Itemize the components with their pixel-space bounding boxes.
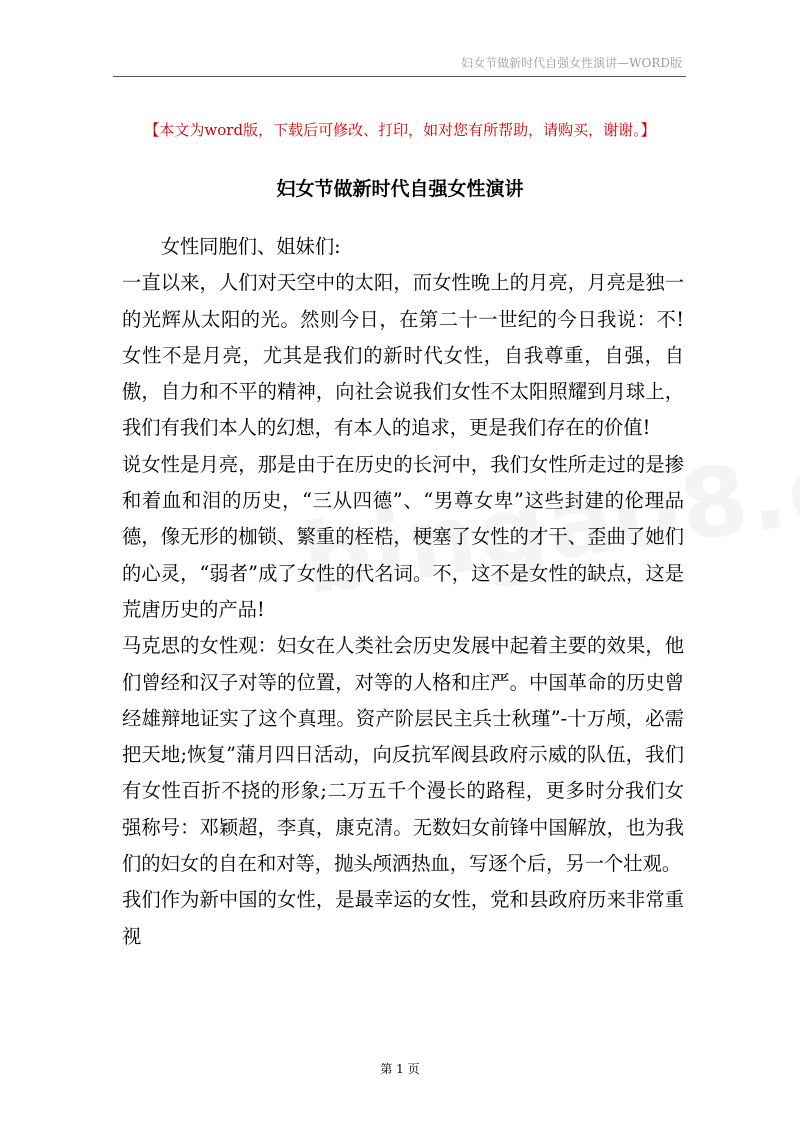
page-header-title: 妇女节做新时代自强女性演讲—WORD版 (461, 56, 682, 70)
paragraph: 我们作为新中国的女性，是最幸运的女性，党和县政府历来非常重视 (122, 888, 684, 948)
document-title: 妇女节做新时代自强女性演讲 (276, 178, 524, 200)
purchase-notice: 【本文为word版，下载后可修改、打印，如对您有所帮助，请购买，谢谢。】 (144, 121, 656, 139)
header-divider (113, 76, 686, 77)
paragraph-salutation: 女性同胞们、姐妹们: (160, 235, 341, 258)
paragraph: 一直以来，人们对天空中的太阳，而女性晚上的月亮，月亮是独一的光辉从太阳的光。然则今日，在第二十一世纪的今日我说：不!女性不是月亮，尤其是我们的新时代女性，自我尊重，自强，自傲，自力和不平的精神，向社会说我们女性不太阳照耀到月球上，我们有我们本人的幻想，有本人的追求，更是我们存在的价值! (122, 271, 684, 440)
document-body (122, 229, 684, 955)
paragraph: 说女性是月亮，那是由于在历史的长河中，我们女性所走过的是掺和着血和泪的历史，“三从四德”、“男尊女卑”这些封建的伦理品德，像无形的枷锁、繁重的桎梏，梗塞了女性的才干、歪曲了她们的心灵，“弱者”成了女性的代名词。不，这不是女性的缺点，这是荒唐历史的产品! (122, 452, 684, 621)
paragraph: 马克思的女性观：妇女在人类社会历史发展中起着主要的效果，他们曾经和汉子对等的位置，对等的人格和庄严。中国革命的历史曾经雄辩地证实了这个真理。资产阶层民主兵士秋瑾”-十万颅，必需把天地;恢复”蒲月四日活动，向反抗军阀县政府示威的队伍，我们有女性百折不挠的形象;二万五千个漫长的路程，更多时分我们女强称号：邓颖超，李真，康克清。无数妇女前锋中国解放，也为我们的妇女的自在和对等，抛头颅洒热血，写逐个后，另一个壮观。 (122, 634, 684, 876)
page-number: 第 1 页 (380, 1062, 420, 1076)
